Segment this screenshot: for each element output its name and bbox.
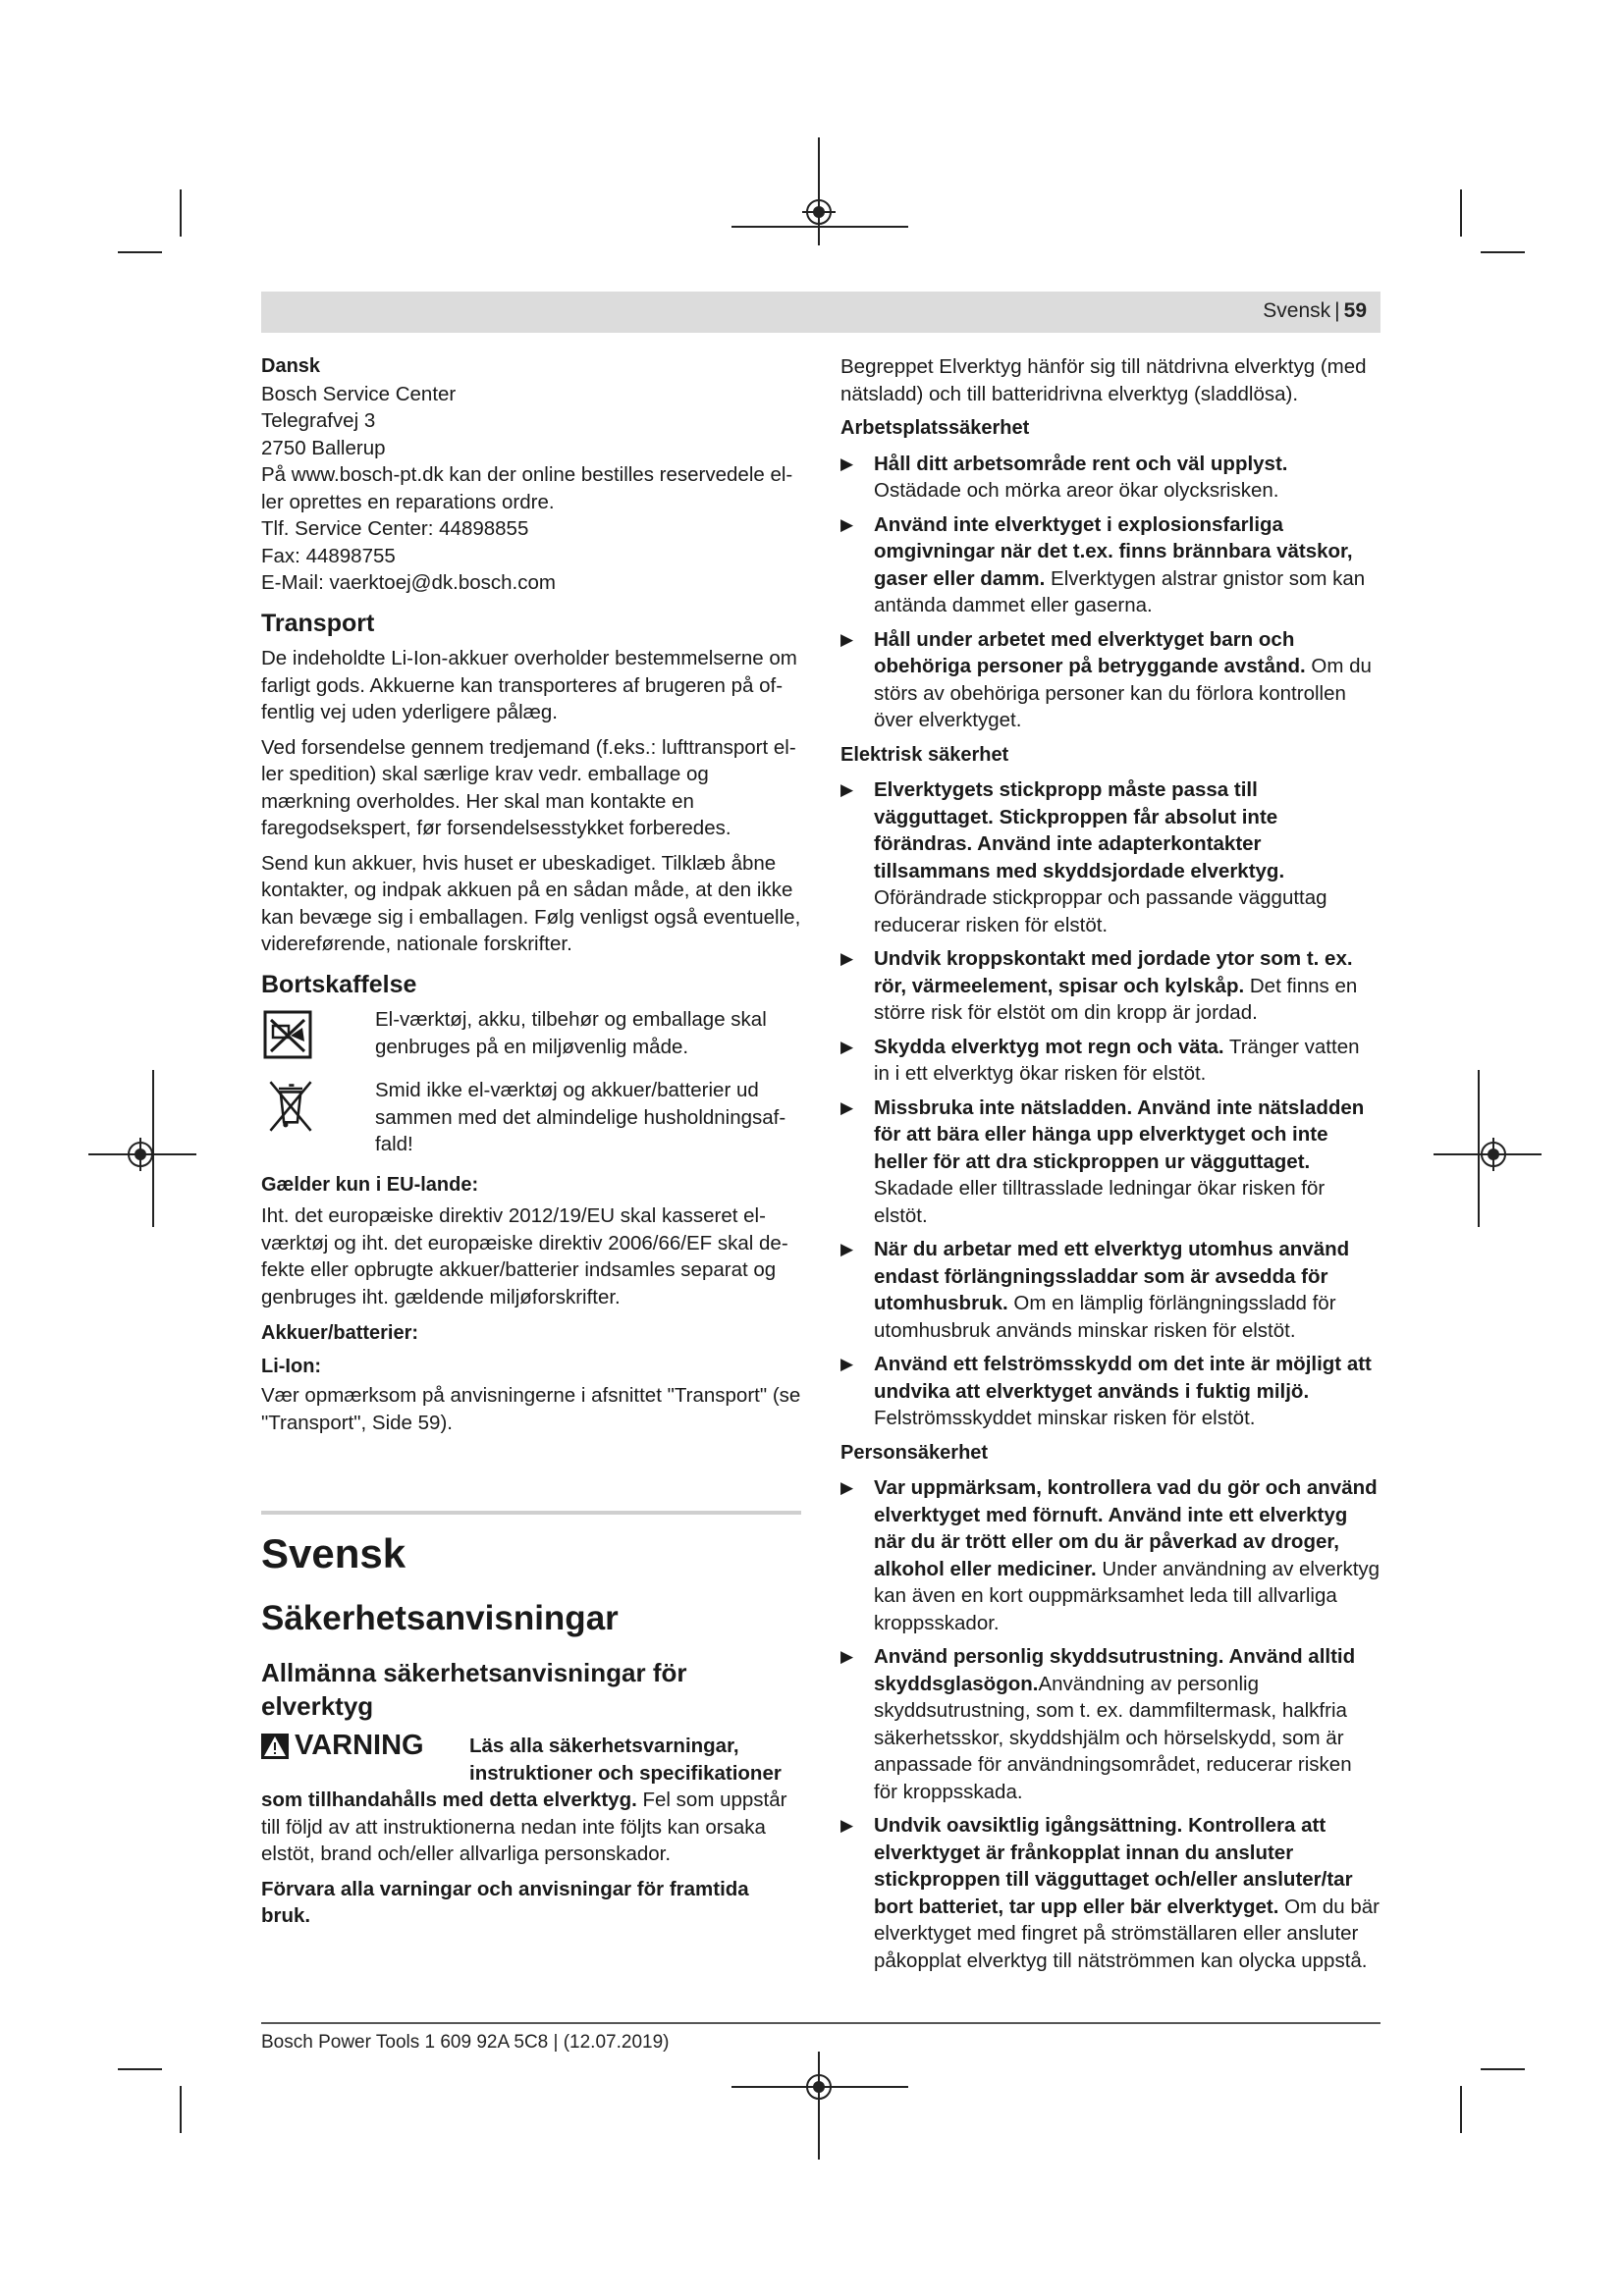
section-divider: [261, 1511, 801, 1515]
list-item: [840, 626, 1380, 734]
transport-paragraph: De indeholdte Li-Ion-akkuer overholder bestemmelserne om farligt gods. Akkuerne kan transporteres af brugeren på of-fentlig vej uden yderligere pålæg.: [261, 647, 797, 723]
registration-target-icon: [806, 199, 832, 225]
footer-divider: [261, 2022, 1380, 2024]
bullet-bold: Använd ett felströmsskydd om det inte är möjligt att undvika att elverktyget används i fuktig miljö.: [874, 1353, 1372, 1403]
transport-paragraph: Ved forsendelse gennem tredjemand (f.eks.: lufttransport el-ler spedition) skal særlige krav vedr. emballage og mærkning overholdes. Her skal man kontakte en faregodsekspert, før forsendelsesstykket forberedes.: [261, 735, 796, 839]
bullet-bold: Använd inte elverktyget i explosionsfarliga omgivningar när det t.ex. finns brännbara vätskor, gaser eller damm.: [874, 512, 1353, 590]
bullet-text: Ostädade och mörka areor ökar olycksrisken.: [874, 479, 1279, 502]
electrical-safety-title: Elektrisk säkerhet: [840, 743, 1009, 766]
registration-target-icon: [128, 1142, 153, 1167]
list-item: [840, 511, 1380, 619]
list-item: [840, 451, 1380, 505]
list-item: [840, 945, 1380, 1027]
bullet-arrow-icon: ▶: [840, 1647, 854, 1666]
transport-title: Transport: [261, 609, 375, 637]
bullet-bold: Elverktygets stickpropp måste passa till vägguttaget. Stickproppen får absolut inte förändras. Använd inte adapterkontakter tillsammans med skyddsjordade elverktyg.: [874, 778, 1285, 882]
warning-triangle-icon: [261, 1734, 289, 1759]
bullet-bold: Missbruka inte nätsladden. Använd inte nätsladden för att bära eller hänga upp elverktyget och inte heller för att dra stickproppen ur vägguttaget.: [874, 1095, 1365, 1173]
crop-mark: [1481, 2068, 1525, 2070]
crop-mark: [180, 189, 182, 237]
bullet-text: Om du störs av obehöriga personer kan du förlora kontrollen över elverktyget.: [874, 655, 1372, 731]
bullet-bold: Håll under arbetet med elverktyget barn och obehöriga personer på betryggande avstånd.: [874, 627, 1306, 677]
liion-text: Vær opmærksom på anvisningerne i afsnittet "Transport" (se "Transport", Side 59).: [261, 1384, 801, 1434]
list-item: [840, 1643, 1380, 1805]
general-safety-title: Allmänna säkerhetsanvisningar för elverktyg: [261, 1658, 687, 1721]
disposal-recycle-text: El-værktøj, akku, tilbehør og emballage skal genbruges på en miljøvenlig måde.: [375, 1008, 767, 1058]
address-line: E-Mail: vaerktoej@dk.bosch.com: [261, 571, 556, 594]
registration-line: [818, 2052, 820, 2160]
bullet-text: Användning av personlig skyddsutrustning, som t. ex. dammfiltermask, halkfria säkerhetsskor, skyddshjälm och hörselskydd, som är anpassade för användningsområdet, reducerar risken för kroppsskada.: [874, 1672, 1352, 1803]
warning-text: Fel som uppstår till följd av att instruktionerna nedan inte följts kan orsaka elstöt, brand och/eller allvarliga personskador.: [261, 1789, 787, 1865]
bullet-bold: Skydda elverktyg mot regn och väta.: [874, 1035, 1224, 1058]
page-header: [261, 292, 1380, 333]
crop-mark: [118, 251, 162, 253]
crossed-wheeled-bin-icon: [261, 1077, 320, 1136]
crop-mark: [1460, 2086, 1462, 2133]
keep-instructions-text: Förvara alla varningar och anvisningar för framtida bruk.: [261, 1877, 749, 1927]
address-line: 2750 Ballerup: [261, 436, 386, 459]
list-item: [840, 776, 1380, 938]
bullet-arrow-icon: ▶: [840, 1478, 854, 1497]
list-item: [840, 1351, 1380, 1432]
bullet-text: Under användning av elverktyg kan även en kort ouppmärksamhet leda till allvarliga kroppsskador.: [874, 1557, 1380, 1634]
bullet-bold: Undvik oavsiktlig igångsättning. Kontrollera att elverktyget är frånkopplat innan du ansluter stickproppen till vägguttaget och/eller ansluter/tar bort batteriet, tar upp eller bär elverktyget.: [874, 1814, 1353, 1918]
header-section: Svensk: [1263, 299, 1331, 322]
warning-badge: [261, 1730, 469, 1761]
registration-target-icon: [806, 2074, 832, 2100]
bullet-arrow-icon: ▶: [840, 514, 854, 534]
bullet-bold: Använd personlig skyddsutrustning. Använd alltid skyddsglasögon.: [874, 1645, 1356, 1695]
header-label: Svensk | 59: [1263, 299, 1367, 322]
list-item: [840, 1474, 1380, 1636]
bullet-text: Om en lämplig förlängningssladd för utomhusbruk används minskar risken för elstöt.: [874, 1292, 1336, 1342]
registration-target-icon: [1481, 1142, 1506, 1167]
crop-mark: [180, 2086, 182, 2133]
crop-mark: [1460, 189, 1462, 237]
svensk-title: Svensk: [261, 1530, 406, 1576]
disposal-household-text: Smid ikke el-værktøj og akkuer/batterier ud sammen med det almindelige husholdningsaf-fald!: [375, 1079, 786, 1155]
bullet-arrow-icon: ▶: [840, 1240, 854, 1258]
eu-text: Iht. det europæiske direktiv 2012/19/EU skal kasseret el-værktøj og iht. det europæiske direktiv 2006/66/EF skal de-fekte eller opbrugte akkuer/batterier indsamles separat og genbruges iht. gældende miljøforskrifter.: [261, 1204, 788, 1308]
warning-text-bold: Läs alla säkerhetsvarningar, instruktioner och specifikationer: [469, 1735, 782, 1785]
liion-title: Li-Ion:: [261, 1355, 322, 1377]
crop-mark: [1481, 251, 1525, 253]
bullet-arrow-icon: ▶: [840, 1097, 854, 1117]
warning-block: [261, 1730, 801, 1787]
transport-paragraph: Send kun akkuer, hvis huset er ubeskadiget. Tilklæb åbne kontakter, og indpak akkuen på en sådan måde, at den ikke kan bevæge sig i emballagen. Følg venligst også eventuelle, videreførende, nationale forskrifter.: [261, 851, 801, 955]
bullet-arrow-icon: ▶: [840, 1037, 854, 1056]
bullet-bold: Undvik kroppskontakt med jordade ytor som t. ex. rör, värmeelement, spisar och kylskåp.: [874, 947, 1353, 997]
address-line: Bosch Service Center: [261, 382, 457, 405]
address-line: Telegrafvej 3: [261, 409, 376, 432]
registration-line: [152, 1070, 154, 1227]
bullet-bold: Håll ditt arbetsområde rent och väl upplyst.: [874, 452, 1288, 475]
recycle-packaging-icon: [261, 1006, 320, 1065]
left-column: [261, 353, 801, 1930]
warning-label: VARNING: [295, 1730, 424, 1761]
eu-title: Gælder kun i EU-lande:: [261, 1173, 479, 1196]
disposal-title: Bortskaffelse: [261, 970, 417, 998]
safety-title: Säkerhetsanvisningar: [261, 1599, 619, 1637]
bullet-arrow-icon: ▶: [840, 629, 854, 649]
warning-text-bold: som tillhandahålls med detta elverktyg.: [261, 1789, 637, 1811]
list-item: [840, 1236, 1380, 1344]
registration-line: [818, 137, 820, 245]
bullet-text: Oförändrade stickproppar och passande vägguttag reducerar risken för elstöt.: [874, 886, 1327, 936]
intro-text: Begreppet Elverktyg hänför sig till nätdrivna elverktyg (med nätsladd) och till batteridrivna elverktyg (sladdlösa).: [840, 355, 1367, 405]
address-line: Fax: 44898755: [261, 544, 396, 567]
bullet-text: Felströmsskyddet minskar risken för elstöt.: [874, 1407, 1256, 1429]
page-number: 59: [1343, 299, 1367, 322]
bullet-arrow-icon: ▶: [840, 1816, 854, 1835]
personal-safety-title: Personsäkerhet: [840, 1441, 989, 1464]
list-item: [840, 1812, 1380, 1974]
bullet-arrow-icon: ▶: [840, 1355, 854, 1373]
list-item: [840, 1095, 1380, 1230]
bullet-text: Om du bär elverktyget med fingret på strömställaren eller ansluter påkopplat elverktyg till nätströmmen kan olycka uppstå.: [874, 1895, 1380, 1972]
bullet-arrow-icon: ▶: [840, 780, 854, 799]
footer-text: Bosch Power Tools 1 609 92A 5C8 | (12.07.2019): [261, 2032, 670, 2053]
registration-line: [1478, 1070, 1480, 1227]
bullet-text: Det finns en större risk för elstöt om din kropp är jordad.: [874, 974, 1358, 1024]
disposal-recycle-row: [261, 1006, 801, 1065]
registration-line: [731, 226, 908, 228]
bullet-text: Elverktygen alstrar gnistor som kan antända dammet eller gaserna.: [874, 566, 1366, 616]
address-line: Tlf. Service Center: 44898855: [261, 517, 529, 540]
bullet-bold: När du arbetar med ett elverktyg utomhus använd endast förlängningssladdar som är avsedda för utomhusbruk.: [874, 1238, 1350, 1314]
work-area-title: Arbetsplatssäkerhet: [840, 417, 1030, 439]
list-item: [840, 1034, 1380, 1088]
address-line: På www.bosch-pt.dk kan der online bestilles reservedele el-ler oprettes en reparations ordre.: [261, 463, 793, 513]
crop-mark: [118, 2068, 162, 2070]
bullet-arrow-icon: ▶: [840, 949, 854, 968]
bullet-arrow-icon: ▶: [840, 454, 854, 473]
bullet-bold: Var uppmärksam, kontrollera vad du gör och använd elverktyget med förnuft. Använd inte ett elverktyg när du är trött eller om du är påverkad av droger, alkohol eller mediciner.: [874, 1476, 1378, 1580]
bullet-text: Skadade eller tilltrasslade ledningar ökar risken för elstöt.: [874, 1177, 1326, 1227]
right-column: [840, 353, 1380, 1981]
battery-title: Akkuer/batterier:: [261, 1322, 419, 1344]
disposal-household-row: [261, 1077, 801, 1158]
bullet-text: Tränger vatten in i ett elverktyg ökar risken för elstöt.: [874, 1035, 1360, 1085]
dansk-title: Dansk: [261, 355, 321, 377]
